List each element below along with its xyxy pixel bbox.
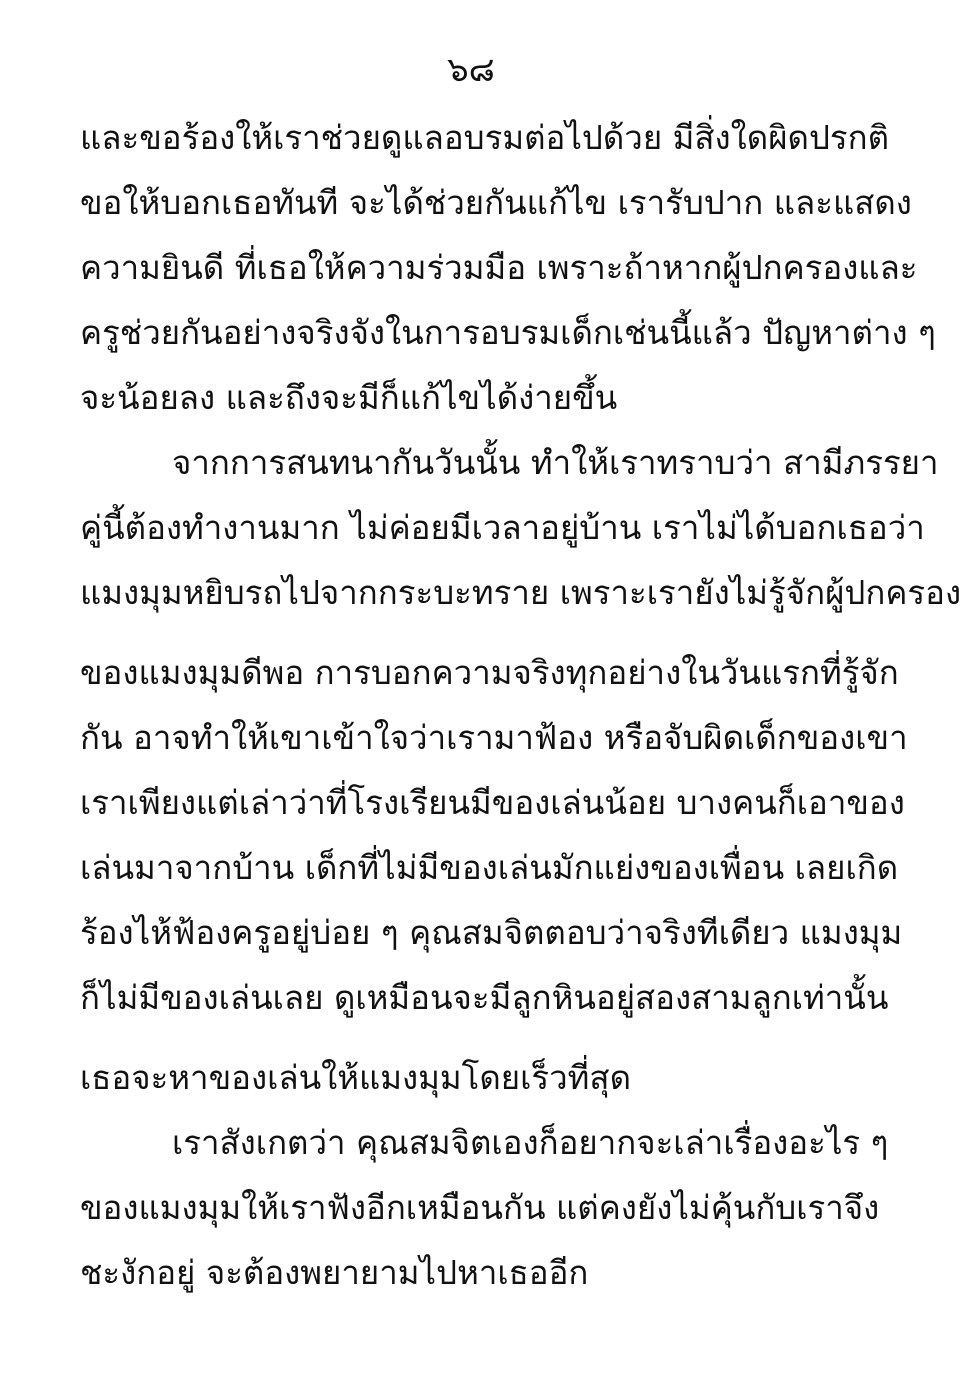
text-line: เธอจะหาของเล่นให้แมงมุมโดยเร็วที่สุด (80, 1058, 631, 1097)
text-line: ชะงักอยู่ จะต้องพยายามไปหาเธออีก (80, 1253, 589, 1292)
text-line: เราเพียงแต่เล่าว่าที่โรงเรียนมีของเล่นน้อย บางคนก็เอาของ (80, 783, 905, 822)
text-line: คู่นี้ต้องทำงานมาก ไม่ค่อยมีเวลาอยู่บ้าน เราไม่ได้บอกเธอว่า (80, 508, 925, 547)
page-number: ๖๘ (447, 50, 495, 90)
text-line: ความยินดี ที่เธอให้ความร่วมมือ เพราะถ้าหากผู้ปกครองและ (80, 248, 918, 287)
text-line: ของแมงมุมให้เราฟังอีกเหมือนกัน แต่คงยังไม่คุ้นกับเราจึง (80, 1188, 880, 1227)
text-line: ร้องไห้ฟ้องครูอยู่บ่อย ๆ คุณสมจิตตอบว่าจริงทีเดียว แมงมุม (80, 913, 903, 952)
text-line: ของแมงมุมดีพอ การบอกความจริงทุกอย่างในวันแรกที่รู้จัก (80, 653, 899, 692)
text-line: ก็ไม่มีของเล่นเลย ดูเหมือนจะมีลูกหินอยู่สองสามลูกเท่านั้น (80, 978, 889, 1017)
text-line: จะน้อยลง และถึงจะมีก็แก้ไขได้ง่ายขึ้น (80, 378, 618, 417)
paragraph-start-line: จากการสนทนากันวันนั้น ทำให้เราทราบว่า สามีภรรยา (172, 443, 939, 482)
text-line: และขอร้องให้เราช่วยดูแลอบรมต่อไปด้วย มีสิ่งใดผิดปรกติ (80, 118, 890, 157)
text-line: แมงมุมหยิบรถไปจากกระบะทราย เพราะเรายังไม่รู้จักผู้ปกครอง (80, 573, 961, 612)
text-line: กัน อาจทำให้เขาเข้าใจว่าเรามาฟ้อง หรือจับผิดเด็กของเขา (80, 718, 908, 757)
text-line: ครูช่วยกันอย่างจริงจังในการอบรมเด็กเช่นนี้แล้ว ปัญหาต่าง ๆ (80, 313, 936, 352)
text-line: ขอให้บอกเธอทันที จะได้ช่วยกันแก้ไข เรารับปาก และแสดง (80, 183, 912, 222)
text-line: เล่นมาจากบ้าน เด็กที่ไม่มีของเล่นมักแย่งของเพื่อน เลยเกิด (80, 848, 899, 887)
paragraph-start-line: เราสังเกตว่า คุณสมจิตเองก็อยากจะเล่าเรื่องอะไร ๆ (172, 1123, 889, 1162)
